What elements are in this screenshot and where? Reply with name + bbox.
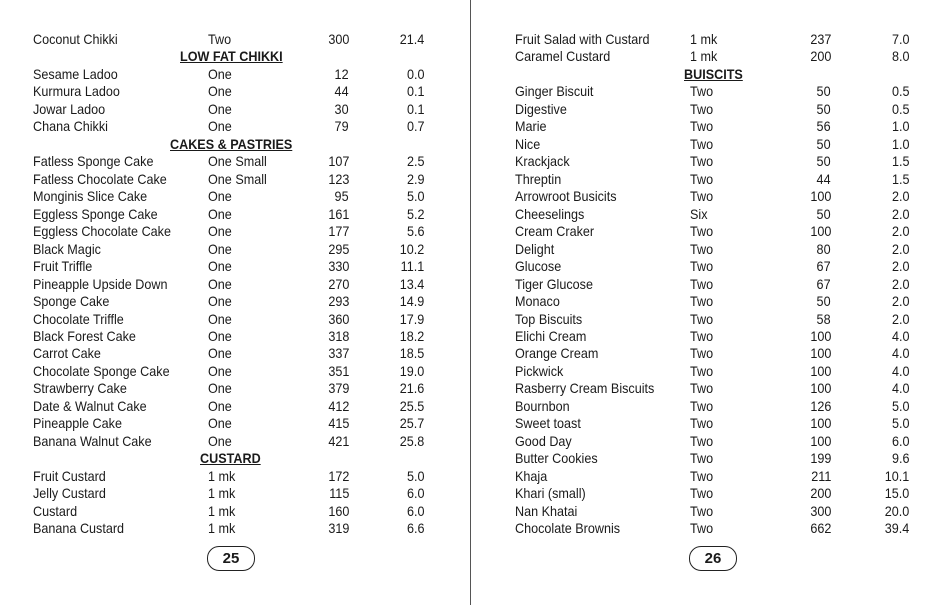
item-calories: 50 bbox=[816, 293, 831, 310]
item-calories: 100 bbox=[809, 327, 831, 344]
item-name: Kurmura Ladoo bbox=[33, 83, 120, 100]
item-fat: 10.1 bbox=[884, 467, 909, 484]
item-quantity: Two bbox=[690, 135, 714, 152]
item-fat: 21.6 bbox=[399, 380, 424, 397]
item-fat: 25.5 bbox=[399, 397, 424, 414]
item-calories: 415 bbox=[327, 415, 349, 432]
item-quantity: Two bbox=[690, 83, 714, 100]
item-name: Custard bbox=[33, 502, 78, 519]
item-fat: 1.0 bbox=[891, 135, 909, 152]
table-row bbox=[472, 363, 942, 380]
table-row bbox=[0, 241, 471, 258]
table-row bbox=[472, 415, 942, 432]
item-calories: 319 bbox=[327, 520, 349, 537]
item-fat: 2.0 bbox=[891, 205, 909, 222]
item-calories: 67 bbox=[816, 275, 831, 292]
item-fat: 6.0 bbox=[891, 432, 909, 449]
item-calories: 100 bbox=[809, 380, 831, 397]
item-fat: 2.0 bbox=[891, 240, 909, 257]
item-quantity: One bbox=[208, 293, 232, 310]
page-number-badge: 26 bbox=[689, 546, 737, 571]
item-calories: 177 bbox=[327, 223, 349, 240]
item-quantity: Two bbox=[690, 415, 714, 432]
table-row bbox=[472, 276, 942, 293]
item-name: Digestive bbox=[515, 100, 567, 117]
item-fat: 4.0 bbox=[891, 362, 909, 379]
left-page-table bbox=[0, 31, 471, 538]
item-name: Caramel Custard bbox=[515, 48, 611, 65]
item-name: Coconut Chikki bbox=[33, 31, 118, 47]
item-name: Glucose bbox=[515, 258, 562, 275]
item-name: Jelly Custard bbox=[33, 485, 106, 502]
item-fat: 2.0 bbox=[891, 188, 909, 205]
item-quantity: Two bbox=[690, 502, 714, 519]
table-row bbox=[0, 363, 471, 380]
item-quantity: One bbox=[208, 397, 232, 414]
item-quantity: Two bbox=[690, 345, 714, 362]
item-name: Monginis Slice Cake bbox=[33, 188, 148, 205]
item-name: Good Day bbox=[515, 432, 572, 449]
item-name: Cheeselings bbox=[515, 205, 585, 222]
item-fat: 0.1 bbox=[406, 100, 424, 117]
item-fat: 2.0 bbox=[891, 293, 909, 310]
item-name: Monaco bbox=[515, 293, 560, 310]
item-quantity: 1 mk bbox=[208, 520, 236, 537]
item-name: Carrot Cake bbox=[33, 345, 101, 362]
item-fat: 2.0 bbox=[891, 258, 909, 275]
item-fat: 2.9 bbox=[406, 170, 424, 187]
item-name: Pickwick bbox=[515, 362, 564, 379]
item-calories: 318 bbox=[327, 327, 349, 344]
item-calories: 44 bbox=[816, 170, 831, 187]
item-fat: 19.0 bbox=[399, 362, 424, 379]
item-quantity: One bbox=[208, 223, 232, 240]
item-fat: 6.0 bbox=[406, 485, 424, 502]
item-calories: 56 bbox=[816, 118, 831, 135]
section-heading bbox=[0, 48, 471, 65]
item-calories: 237 bbox=[809, 31, 831, 47]
table-row bbox=[0, 328, 471, 345]
table-row bbox=[472, 468, 942, 485]
item-name: Chocolate Sponge Cake bbox=[33, 362, 170, 379]
item-calories: 360 bbox=[327, 310, 349, 327]
section-heading bbox=[472, 66, 942, 83]
item-name: Nice bbox=[515, 135, 541, 152]
item-name: Black Magic bbox=[33, 240, 101, 257]
table-row bbox=[0, 311, 471, 328]
item-name: Krackjack bbox=[515, 153, 570, 170]
item-calories: 107 bbox=[327, 153, 349, 170]
table-row bbox=[0, 66, 471, 83]
item-quantity: Two bbox=[690, 153, 714, 170]
item-name: Jowar Ladoo bbox=[33, 100, 106, 117]
item-name: Ginger Biscuit bbox=[515, 83, 594, 100]
item-name: Black Forest Cake bbox=[33, 327, 136, 344]
table-row bbox=[0, 223, 471, 240]
item-name: Orange Cream bbox=[515, 345, 599, 362]
item-quantity: Two bbox=[690, 275, 714, 292]
item-quantity: Two bbox=[690, 100, 714, 117]
item-calories: 30 bbox=[334, 100, 349, 117]
item-quantity: Two bbox=[690, 450, 714, 467]
item-fat: 2.0 bbox=[891, 223, 909, 240]
item-fat: 9.6 bbox=[891, 450, 909, 467]
item-fat: 0.7 bbox=[406, 118, 424, 135]
item-fat: 1.5 bbox=[891, 170, 909, 187]
item-name: Butter Cookies bbox=[515, 450, 598, 467]
item-quantity: One Small bbox=[208, 170, 267, 187]
table-row bbox=[0, 101, 471, 118]
table-row bbox=[0, 206, 471, 223]
item-quantity: Two bbox=[690, 240, 714, 257]
item-calories: 351 bbox=[327, 362, 349, 379]
item-calories: 58 bbox=[816, 310, 831, 327]
item-name: Arrowroot Busicits bbox=[515, 188, 617, 205]
item-quantity: Six bbox=[690, 205, 708, 222]
table-row bbox=[472, 380, 942, 397]
table-row bbox=[0, 31, 471, 48]
item-calories: 100 bbox=[809, 432, 831, 449]
item-name: Pineapple Upside Down bbox=[33, 275, 168, 292]
section-heading bbox=[0, 136, 471, 153]
table-row bbox=[472, 293, 942, 310]
item-fat: 13.4 bbox=[399, 275, 424, 292]
item-fat: 2.5 bbox=[406, 153, 424, 170]
item-quantity: One bbox=[208, 327, 232, 344]
table-row bbox=[472, 223, 942, 240]
item-quantity: Two bbox=[690, 432, 714, 449]
table-row bbox=[0, 118, 471, 135]
item-name: Khaja bbox=[515, 467, 548, 484]
item-quantity: Two bbox=[208, 31, 232, 47]
item-fat: 2.0 bbox=[891, 275, 909, 292]
item-name: Chocolate Triffle bbox=[33, 310, 124, 327]
item-quantity: 1 mk bbox=[690, 48, 718, 65]
item-calories: 270 bbox=[327, 275, 349, 292]
item-quantity: Two bbox=[690, 258, 714, 275]
item-fat: 5.0 bbox=[891, 397, 909, 414]
item-name: Delight bbox=[515, 240, 555, 257]
right-page-table bbox=[472, 31, 942, 538]
table-row bbox=[0, 485, 471, 502]
item-calories: 161 bbox=[327, 205, 349, 222]
item-fat: 20.0 bbox=[884, 502, 909, 519]
item-quantity: 1 mk bbox=[208, 467, 236, 484]
item-name: Chocolate Brownis bbox=[515, 520, 621, 537]
item-calories: 12 bbox=[334, 65, 349, 82]
item-fat: 8.0 bbox=[891, 48, 909, 65]
item-quantity: One bbox=[208, 362, 232, 379]
table-row bbox=[472, 153, 942, 170]
item-quantity: Two bbox=[690, 397, 714, 414]
item-quantity: One bbox=[208, 380, 232, 397]
section-heading-label: CAKES & PASTRIES bbox=[170, 135, 293, 152]
item-quantity: Two bbox=[690, 170, 714, 187]
item-quantity: Two bbox=[690, 293, 714, 310]
item-name: Cream Craker bbox=[515, 223, 595, 240]
table-row bbox=[472, 101, 942, 118]
item-fat: 0.0 bbox=[406, 65, 424, 82]
item-name: Pineapple Cake bbox=[33, 415, 122, 432]
item-calories: 100 bbox=[809, 223, 831, 240]
item-calories: 160 bbox=[327, 502, 349, 519]
item-name: Sweet toast bbox=[515, 415, 581, 432]
item-quantity: One bbox=[208, 65, 232, 82]
item-calories: 662 bbox=[809, 520, 831, 537]
right-page bbox=[472, 0, 942, 605]
table-row bbox=[472, 83, 942, 100]
item-fat: 5.0 bbox=[891, 415, 909, 432]
item-calories: 50 bbox=[816, 205, 831, 222]
table-row bbox=[472, 118, 942, 135]
item-quantity: Two bbox=[690, 327, 714, 344]
item-calories: 50 bbox=[816, 100, 831, 117]
table-row bbox=[0, 83, 471, 100]
item-calories: 172 bbox=[327, 467, 349, 484]
item-quantity: Two bbox=[690, 362, 714, 379]
item-name: Top Biscuits bbox=[515, 310, 583, 327]
item-quantity: One bbox=[208, 310, 232, 327]
item-name: Chana Chikki bbox=[33, 118, 108, 135]
item-fat: 17.9 bbox=[399, 310, 424, 327]
item-calories: 100 bbox=[809, 345, 831, 362]
table-row bbox=[472, 31, 942, 48]
item-fat: 0.5 bbox=[891, 83, 909, 100]
item-calories: 50 bbox=[816, 153, 831, 170]
item-name: Banana Walnut Cake bbox=[33, 432, 152, 449]
item-quantity: One bbox=[208, 118, 232, 135]
item-quantity: One bbox=[208, 415, 232, 432]
item-quantity: Two bbox=[690, 380, 714, 397]
item-name: Fruit Custard bbox=[33, 467, 106, 484]
item-fat: 2.0 bbox=[891, 310, 909, 327]
table-row bbox=[472, 311, 942, 328]
section-heading bbox=[0, 450, 471, 467]
item-quantity: Two bbox=[690, 467, 714, 484]
item-fat: 7.0 bbox=[891, 31, 909, 47]
table-row bbox=[0, 433, 471, 450]
table-row bbox=[0, 171, 471, 188]
item-name: Rasberry Cream Biscuits bbox=[515, 380, 655, 397]
table-row bbox=[472, 328, 942, 345]
item-name: Khari (small) bbox=[515, 485, 586, 502]
item-calories: 337 bbox=[327, 345, 349, 362]
item-fat: 10.2 bbox=[399, 240, 424, 257]
item-name: Marie bbox=[515, 118, 547, 135]
item-calories: 200 bbox=[809, 485, 831, 502]
item-quantity: Two bbox=[690, 310, 714, 327]
item-name: Eggless Chocolate Cake bbox=[33, 223, 171, 240]
table-row bbox=[472, 485, 942, 502]
item-quantity: One bbox=[208, 345, 232, 362]
item-calories: 421 bbox=[327, 432, 349, 449]
item-name: Bournbon bbox=[515, 397, 570, 414]
table-row bbox=[472, 520, 942, 537]
item-name: Strawberry Cake bbox=[33, 380, 127, 397]
item-fat: 4.0 bbox=[891, 380, 909, 397]
item-fat: 6.0 bbox=[406, 502, 424, 519]
item-fat: 5.6 bbox=[406, 223, 424, 240]
table-row bbox=[0, 520, 471, 537]
table-row bbox=[0, 153, 471, 170]
table-row bbox=[0, 503, 471, 520]
item-quantity: One Small bbox=[208, 153, 267, 170]
table-row bbox=[0, 293, 471, 310]
item-calories: 293 bbox=[327, 293, 349, 310]
item-fat: 4.0 bbox=[891, 327, 909, 344]
item-fat: 15.0 bbox=[884, 485, 909, 502]
item-calories: 295 bbox=[327, 240, 349, 257]
page-number-badge: 25 bbox=[207, 546, 255, 571]
item-fat: 5.2 bbox=[406, 205, 424, 222]
table-row bbox=[472, 206, 942, 223]
table-row bbox=[472, 188, 942, 205]
item-quantity: One bbox=[208, 275, 232, 292]
table-row bbox=[0, 258, 471, 275]
item-fat: 14.9 bbox=[399, 293, 424, 310]
table-row bbox=[472, 258, 942, 275]
table-row bbox=[0, 468, 471, 485]
section-heading-label: LOW FAT CHIKKI bbox=[180, 48, 283, 65]
page-divider bbox=[470, 0, 471, 605]
section-heading-label: BUISCITS bbox=[684, 65, 743, 82]
table-row bbox=[0, 415, 471, 432]
item-calories: 412 bbox=[327, 397, 349, 414]
item-name: Fatless Sponge Cake bbox=[33, 153, 154, 170]
item-fat: 18.5 bbox=[399, 345, 424, 362]
section-heading-label: CUSTARD bbox=[200, 450, 261, 467]
item-fat: 0.5 bbox=[891, 100, 909, 117]
item-calories: 44 bbox=[334, 83, 349, 100]
item-name: Eggless Sponge Cake bbox=[33, 205, 158, 222]
item-calories: 95 bbox=[334, 188, 349, 205]
item-calories: 211 bbox=[810, 467, 831, 484]
item-fat: 0.1 bbox=[406, 83, 424, 100]
item-calories: 50 bbox=[816, 83, 831, 100]
item-fat: 39.4 bbox=[884, 520, 909, 537]
item-quantity: One bbox=[208, 83, 232, 100]
item-quantity: One bbox=[208, 188, 232, 205]
item-quantity: One bbox=[208, 258, 232, 275]
table-row bbox=[472, 450, 942, 467]
item-calories: 123 bbox=[327, 170, 349, 187]
item-quantity: 1 mk bbox=[690, 31, 718, 47]
table-row bbox=[472, 48, 942, 65]
item-fat: 1.5 bbox=[891, 153, 909, 170]
table-row bbox=[472, 171, 942, 188]
table-row bbox=[0, 398, 471, 415]
item-name: Nan Khatai bbox=[515, 502, 578, 519]
item-calories: 126 bbox=[809, 397, 831, 414]
item-fat: 5.0 bbox=[406, 188, 424, 205]
table-row bbox=[472, 503, 942, 520]
item-name: Banana Custard bbox=[33, 520, 125, 537]
item-name: Sesame Ladoo bbox=[33, 65, 118, 82]
item-quantity: 1 mk bbox=[208, 485, 236, 502]
item-quantity: Two bbox=[690, 520, 714, 537]
item-fat: 25.7 bbox=[399, 415, 424, 432]
item-calories: 379 bbox=[327, 380, 349, 397]
item-calories: 300 bbox=[327, 31, 349, 47]
table-row bbox=[0, 345, 471, 362]
item-quantity: One bbox=[208, 100, 232, 117]
item-name: Elichi Cream bbox=[515, 327, 587, 344]
item-name: Fatless Chocolate Cake bbox=[33, 170, 167, 187]
item-calories: 79 bbox=[334, 118, 349, 135]
item-calories: 100 bbox=[809, 415, 831, 432]
item-calories: 67 bbox=[816, 258, 831, 275]
item-quantity: Two bbox=[690, 118, 714, 135]
item-fat: 6.6 bbox=[406, 520, 424, 537]
item-fat: 4.0 bbox=[891, 345, 909, 362]
item-calories: 300 bbox=[809, 502, 831, 519]
item-fat: 1.0 bbox=[891, 118, 909, 135]
table-row bbox=[472, 136, 942, 153]
item-quantity: One bbox=[208, 240, 232, 257]
item-quantity: 1 mk bbox=[208, 502, 236, 519]
item-fat: 21.4 bbox=[399, 31, 424, 47]
table-row bbox=[472, 433, 942, 450]
item-quantity: Two bbox=[690, 188, 714, 205]
item-calories: 199 bbox=[809, 450, 831, 467]
item-name: Fruit Salad with Custard bbox=[515, 31, 650, 47]
item-fat: 5.0 bbox=[406, 467, 424, 484]
item-name: Sponge Cake bbox=[33, 293, 110, 310]
table-row bbox=[472, 398, 942, 415]
item-quantity: One bbox=[208, 205, 232, 222]
item-calories: 100 bbox=[809, 188, 831, 205]
item-name: Fruit Triffle bbox=[33, 258, 93, 275]
item-name: Threptin bbox=[515, 170, 562, 187]
item-calories: 330 bbox=[327, 258, 349, 275]
table-row bbox=[0, 276, 471, 293]
item-calories: 200 bbox=[809, 48, 831, 65]
table-row bbox=[0, 188, 471, 205]
item-name: Tiger Glucose bbox=[515, 275, 593, 292]
item-quantity: One bbox=[208, 432, 232, 449]
table-row bbox=[0, 380, 471, 397]
item-fat: 11.1 bbox=[400, 258, 424, 275]
table-row bbox=[472, 345, 942, 362]
item-calories: 115 bbox=[328, 485, 349, 502]
item-quantity: Two bbox=[690, 485, 714, 502]
item-fat: 18.2 bbox=[399, 327, 424, 344]
table-row bbox=[472, 241, 942, 258]
item-quantity: Two bbox=[690, 223, 714, 240]
item-calories: 80 bbox=[816, 240, 831, 257]
item-calories: 100 bbox=[809, 362, 831, 379]
item-name: Date & Walnut Cake bbox=[33, 397, 147, 414]
item-calories: 50 bbox=[816, 135, 831, 152]
item-fat: 25.8 bbox=[399, 432, 424, 449]
